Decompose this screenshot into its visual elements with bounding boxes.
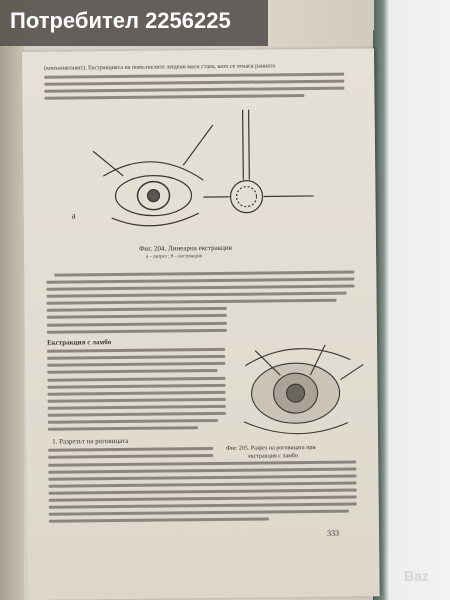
text-line bbox=[47, 307, 227, 312]
text-line bbox=[49, 482, 357, 488]
book-page bbox=[22, 48, 380, 600]
subsection-heading: 1. Разрезът на роговицата bbox=[52, 436, 129, 446]
text-line bbox=[48, 419, 218, 424]
text-line bbox=[44, 80, 344, 86]
text-line bbox=[47, 322, 227, 327]
text-line bbox=[48, 461, 356, 467]
seller-label: Потребител 2256225 bbox=[10, 8, 231, 33]
text-line bbox=[47, 384, 225, 389]
text-line bbox=[49, 489, 357, 495]
text-line bbox=[48, 412, 226, 417]
text-line bbox=[49, 510, 349, 516]
text-line bbox=[54, 271, 354, 277]
text-line bbox=[44, 73, 344, 79]
text-line bbox=[48, 426, 198, 431]
section-heading: Екстракция с ламбо bbox=[47, 338, 112, 347]
text-line bbox=[49, 517, 269, 522]
text-line bbox=[46, 285, 354, 291]
text-line bbox=[48, 454, 213, 459]
figure-205-illustration bbox=[225, 334, 366, 445]
text-line bbox=[49, 503, 357, 509]
text-line bbox=[49, 496, 357, 502]
text-line bbox=[47, 299, 337, 305]
figure-204-subcaption: a – разрез ; б – екстракция bbox=[146, 254, 203, 260]
text-line bbox=[46, 278, 354, 284]
figure-204-caption: Фиг. 204. Линеарна екстракция bbox=[139, 243, 232, 253]
text-line bbox=[44, 87, 344, 93]
text-line bbox=[47, 292, 347, 298]
text-line bbox=[48, 391, 226, 396]
text-line bbox=[47, 377, 225, 382]
text-line bbox=[47, 329, 227, 334]
text-line bbox=[47, 369, 217, 374]
text-line bbox=[48, 447, 213, 452]
page-number: 333 bbox=[327, 528, 340, 538]
watermark-logo: Baz bbox=[404, 568, 429, 584]
book-cover bbox=[374, 0, 450, 600]
figure-205-caption: Фиг. 205. Разрез на роговицата при bbox=[226, 444, 316, 452]
text-line bbox=[48, 468, 356, 474]
text-line bbox=[44, 94, 304, 100]
top-text-line: (конъюнктивит). Екстракцията на помътнелите лещени маси става, като се отнася ранната bbox=[44, 63, 276, 72]
text-line bbox=[47, 355, 225, 360]
left-page-edge bbox=[0, 0, 24, 600]
text-line bbox=[47, 348, 225, 353]
text-line bbox=[47, 362, 225, 367]
text-line bbox=[47, 314, 227, 319]
text-line bbox=[48, 405, 226, 410]
text-line bbox=[48, 398, 226, 403]
text-line bbox=[48, 475, 356, 481]
figure-marker: a bbox=[71, 210, 76, 221]
figure-205-caption: екстракция с ламбо bbox=[248, 453, 298, 460]
figure-204-illustration bbox=[63, 104, 344, 247]
